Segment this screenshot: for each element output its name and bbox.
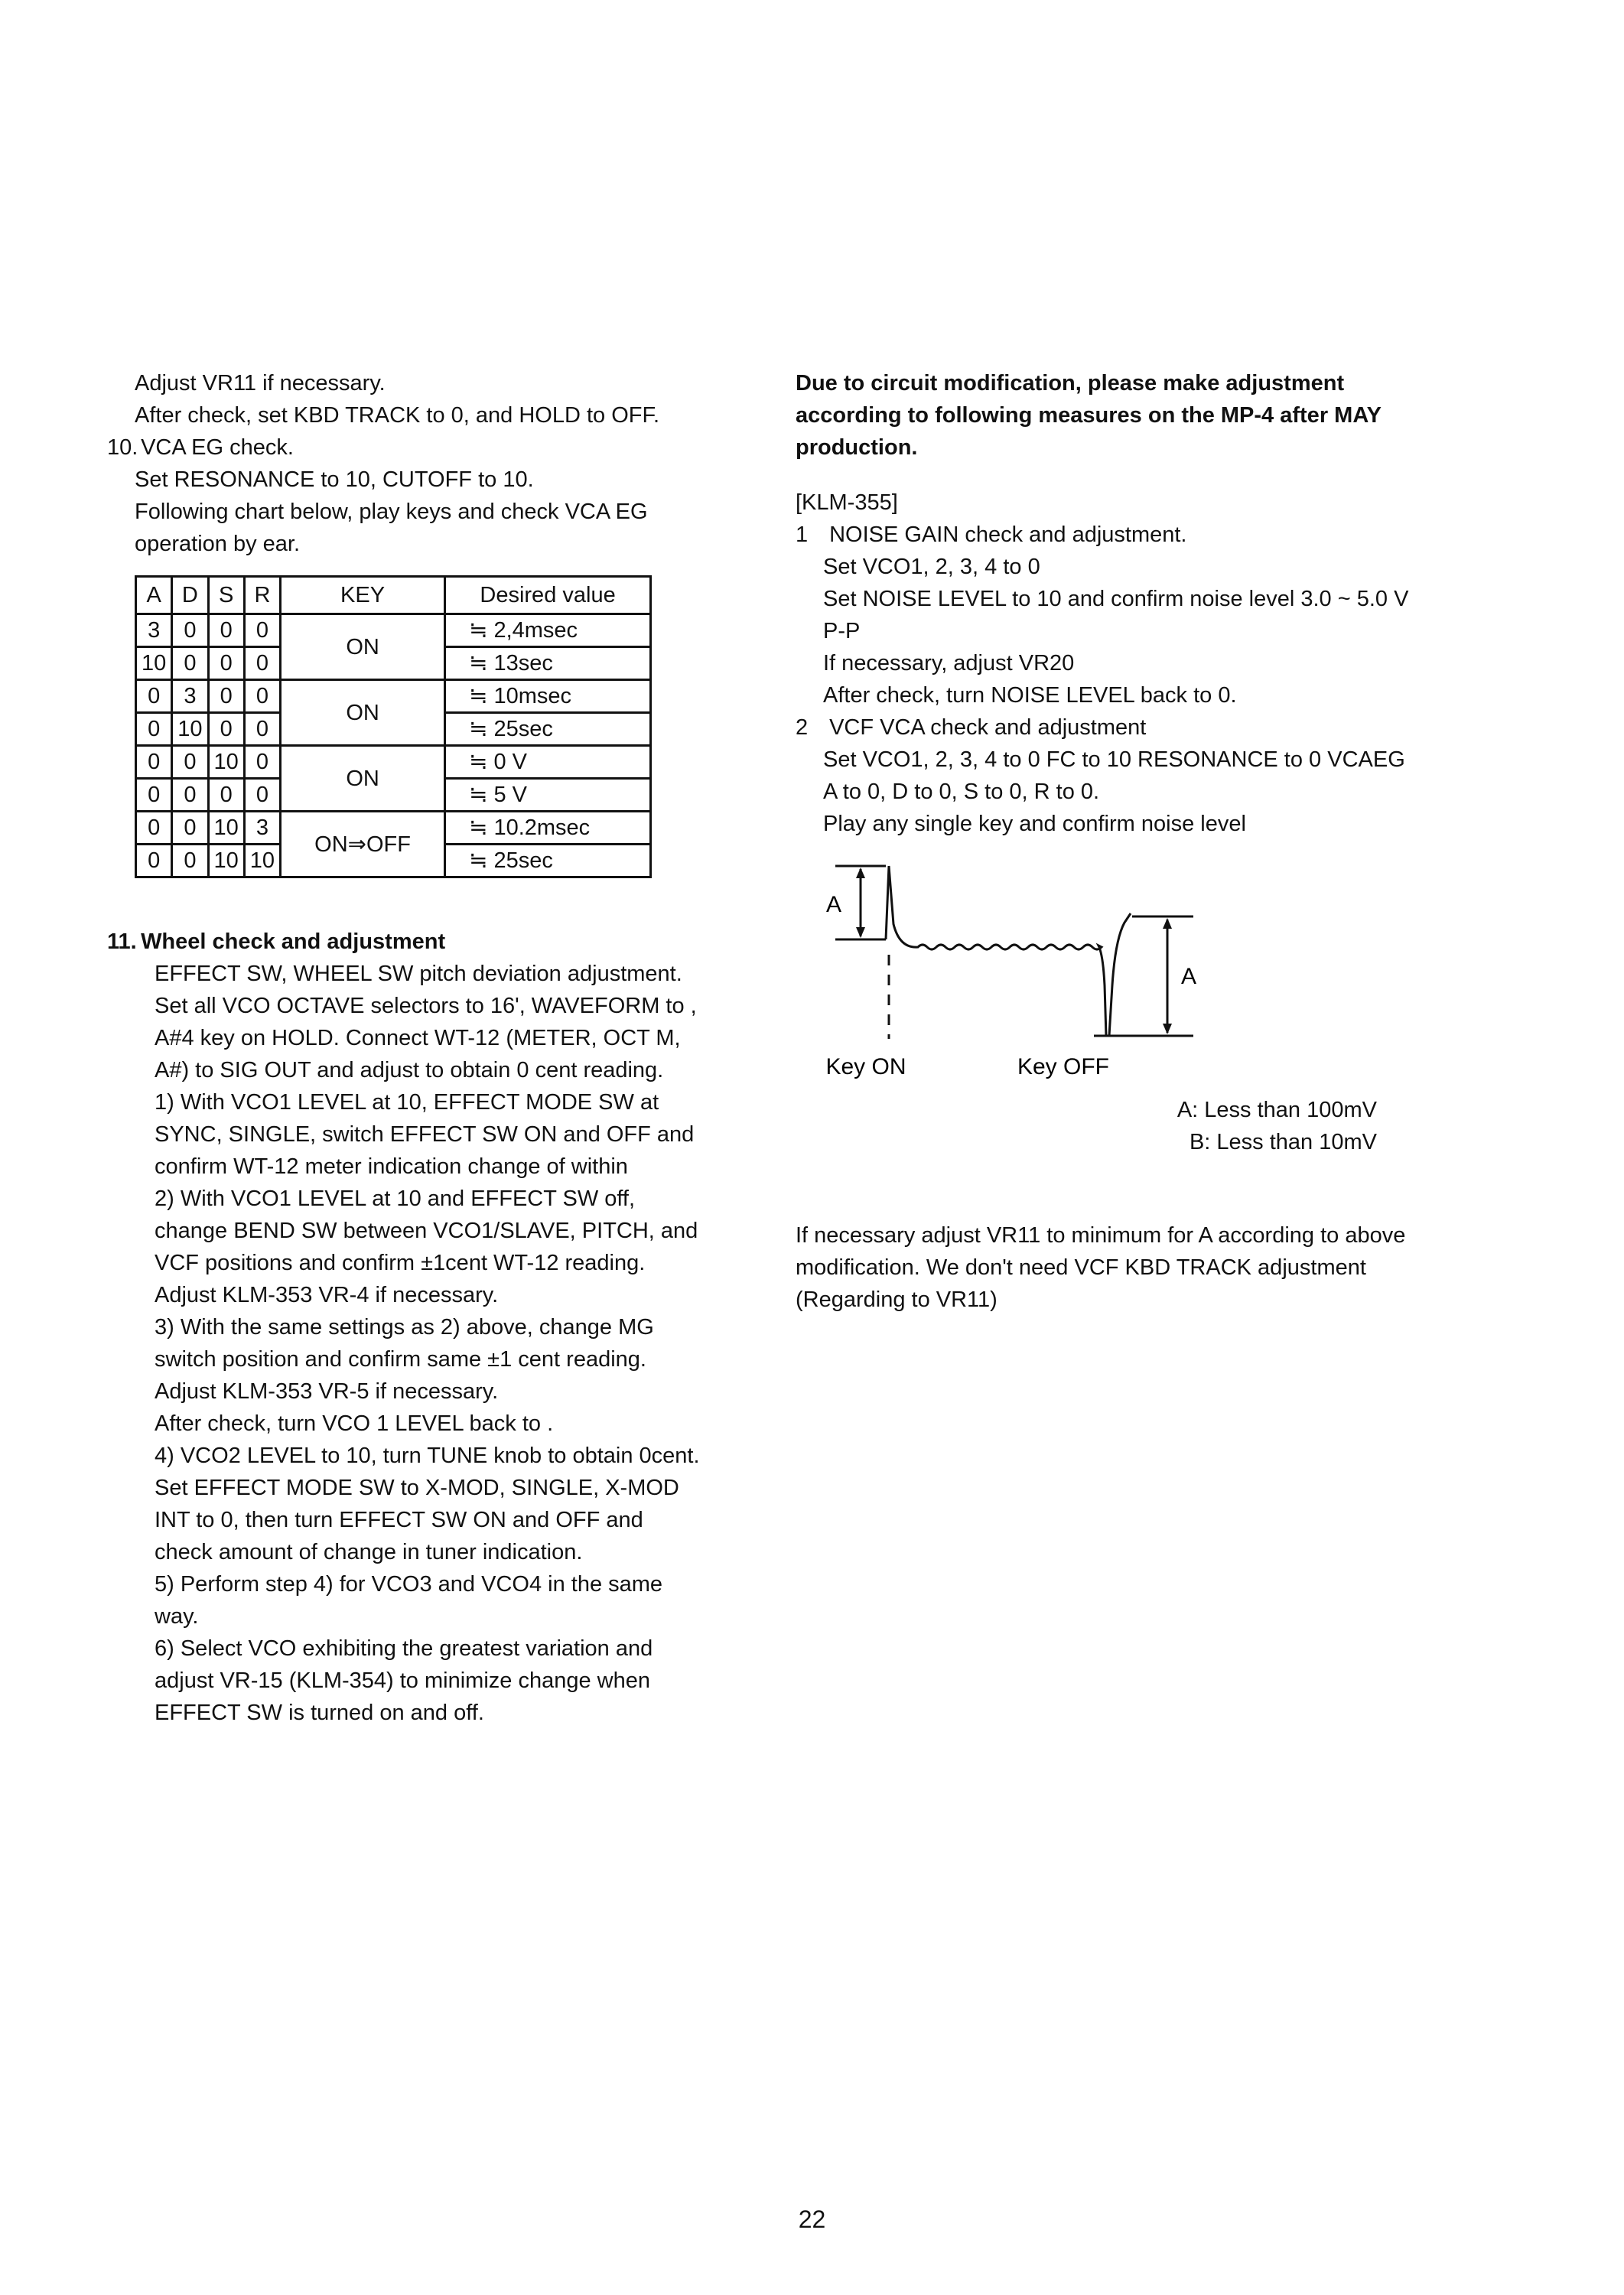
table-cell: 0: [172, 845, 208, 877]
table-cell: 0: [172, 746, 208, 779]
paragraph: Following chart below, play keys and check VCA EG operation by ear.: [135, 500, 648, 556]
table-cell: 0: [136, 680, 172, 713]
paragraph: 1) With VCO1 LEVEL at 10, EFFECT MODE SW at SYNC, SINGLE, switch EFFECT SW ON and OFF and confirm WT-12 meter indication change of within: [155, 1090, 695, 1179]
table-cell: 0: [172, 812, 208, 845]
table-cell-key: ON⇒OFF: [281, 812, 445, 877]
table-cell: 0: [136, 812, 172, 845]
table-cell: 0: [208, 680, 244, 713]
table-cell: 0: [136, 779, 172, 812]
table-cell: 0: [244, 680, 280, 713]
step-2-heading: [796, 711, 1423, 744]
section-title: Wheel check and adjustment: [141, 929, 446, 954]
paragraph: After check, set KBD TRACK to 0, and HOLD to OFF.: [135, 403, 660, 428]
paragraph: After check, turn NOISE LEVEL back to 0.: [823, 683, 1237, 708]
paragraph: 4) VCO2 LEVEL to 10, turn TUNE knob to obtain 0cent.: [155, 1444, 700, 1468]
table-cell: 0: [136, 713, 172, 746]
paragraph: After check, turn VCO 1 LEVEL back to .: [155, 1411, 554, 1436]
step-number: 2: [796, 715, 809, 740]
right-column: [796, 367, 1423, 1316]
table-cell: ≒ 13sec: [445, 647, 651, 680]
table-cell: 10: [136, 647, 172, 680]
step-number: 1: [796, 522, 809, 547]
paragraph: Set VCO1, 2, 3, 4 to 0 FC to 10 RESONANCE to 0 VCAEG A to 0, D to 0, S to 0, R to 0.: [823, 747, 1405, 804]
table-cell: 0: [136, 746, 172, 779]
table-cell-key: ON: [281, 746, 445, 812]
table-cell: 10: [208, 812, 244, 845]
section-11-heading: [107, 926, 704, 958]
table-row: [136, 614, 651, 647]
table-cell: 0: [244, 746, 280, 779]
table-cell-key: ON: [281, 614, 445, 680]
table-cell: 0: [208, 713, 244, 746]
key-off-label: Key OFF: [1017, 1054, 1110, 1079]
table-cell: 0: [244, 647, 280, 680]
table-cell: 0: [208, 647, 244, 680]
step-1-heading: [796, 519, 1423, 551]
table-cell: 0: [208, 614, 244, 647]
table-header: R: [244, 577, 280, 614]
section-title: VCA EG check.: [141, 435, 294, 460]
table-cell: ≒ 10msec: [445, 680, 651, 713]
legend-a: A: Less than 100mV: [1177, 1098, 1377, 1122]
table-cell: ≒ 0 V: [445, 746, 651, 779]
arrow-head: [856, 868, 865, 878]
table-cell-key: ON: [281, 680, 445, 746]
table-cell: 0: [172, 614, 208, 647]
table-header: D: [172, 577, 208, 614]
waveform-line: [886, 866, 1131, 1036]
paragraph: Set EFFECT MODE SW to X-MOD, SINGLE, X-MOD INT to 0, then turn EFFECT SW ON and OFF and check amount of change in tuner indication.: [155, 1476, 679, 1564]
noise-waveform-diagram: [796, 840, 1423, 1192]
table-cell: ≒ 25sec: [445, 845, 651, 877]
paragraph: Set RESONANCE to 10, CUTOFF to 10.: [135, 467, 534, 492]
vca-eg-table: [135, 575, 652, 878]
table-cell: 0: [136, 845, 172, 877]
table-header: KEY: [281, 577, 445, 614]
arrow-head: [856, 927, 865, 938]
intro-paragraph: Due to circuit modification, please make adjustment according to following measures on the MP-4 after MAY production.: [796, 371, 1382, 460]
key-on-label: Key ON: [825, 1054, 906, 1079]
table-cell: 10: [172, 713, 208, 746]
table-cell: 0: [244, 713, 280, 746]
table-row: [136, 680, 651, 713]
arrow-head: [1163, 918, 1172, 929]
paragraph: Adjust VR11 if necessary.: [135, 371, 386, 396]
table-cell: ≒ 25sec: [445, 713, 651, 746]
table-header: Desired value: [445, 577, 651, 614]
waveform-svg: [796, 840, 1423, 1085]
table-cell: 0: [244, 614, 280, 647]
table-cell: ≒ 2,4msec: [445, 614, 651, 647]
paragraph: 3) With the same settings as 2) above, change MG switch position and confirm same ±1 cent reading. Adjust KLM-353 VR-5 if necessary.: [155, 1315, 654, 1404]
paragraph: 5) Perform step 4) for VCO3 and VCO4 in the same way.: [155, 1572, 663, 1629]
label-a-left: A: [825, 892, 842, 917]
board-label: [KLM-355]: [796, 490, 898, 515]
arrow-head: [1163, 1024, 1172, 1034]
table-cell: 3: [136, 614, 172, 647]
paragraph: Play any single key and confirm noise level: [823, 812, 1246, 836]
table-cell: 10: [208, 746, 244, 779]
table-cell: 10: [244, 845, 280, 877]
label-a-right: A: [1180, 964, 1197, 989]
paragraph: If necessary, adjust VR20: [823, 651, 1075, 675]
section-number: 10.: [107, 435, 138, 460]
outro-paragraph: If necessary adjust VR11 to minimum for A according to above modification. We don't need VCF KBD TRACK adjustment (Regarding to VR11): [796, 1223, 1406, 1312]
table-header: S: [208, 577, 244, 614]
section-10-heading: [107, 431, 704, 464]
table-cell: 0: [172, 647, 208, 680]
step-title: VCF VCA check and adjustment: [829, 715, 1147, 740]
paragraph: Set NOISE LEVEL to 10 and confirm noise level 3.0 ~ 5.0 V P-P: [823, 587, 1409, 643]
table-cell: ≒ 10.2msec: [445, 812, 651, 845]
table-row: [136, 746, 651, 779]
table-cell: 10: [208, 845, 244, 877]
section-number: 11.: [107, 929, 137, 954]
step-title: NOISE GAIN check and adjustment.: [829, 522, 1187, 547]
paragraph: 2) With VCO1 LEVEL at 10 and EFFECT SW off, change BEND SW between VCO1/SLAVE, PITCH, and VCF positions and confirm ±1cent WT-12 reading. Adjust KLM-353 VR-4 if necessary.: [155, 1187, 698, 1307]
left-column: [107, 367, 704, 1729]
table-header: A: [136, 577, 172, 614]
table-cell: 3: [172, 680, 208, 713]
paragraph: Set VCO1, 2, 3, 4 to 0: [823, 555, 1040, 579]
table-row: [136, 812, 651, 845]
table-cell: 3: [244, 812, 280, 845]
table-header-row: [136, 577, 651, 614]
table-cell: 0: [244, 779, 280, 812]
page-number: 22: [798, 2205, 826, 2233]
paragraph: Set all VCO OCTAVE selectors to 16', WAVEFORM to , A#4 key on HOLD. Connect WT-12 (METER, OCT M, A#) to SIG OUT and adjust to obtain 0 cent reading.: [155, 994, 697, 1082]
legend-b: B: Less than 10mV: [1189, 1130, 1377, 1154]
paragraph: 6) Select VCO exhibiting the greatest variation and adjust VR-15 (KLM-354) to minimize change when EFFECT SW is turned on and off.: [155, 1636, 653, 1725]
table-cell: 0: [172, 779, 208, 812]
table-cell: ≒ 5 V: [445, 779, 651, 812]
paragraph: EFFECT SW, WHEEL SW pitch deviation adjustment.: [155, 962, 682, 986]
table-cell: 0: [208, 779, 244, 812]
